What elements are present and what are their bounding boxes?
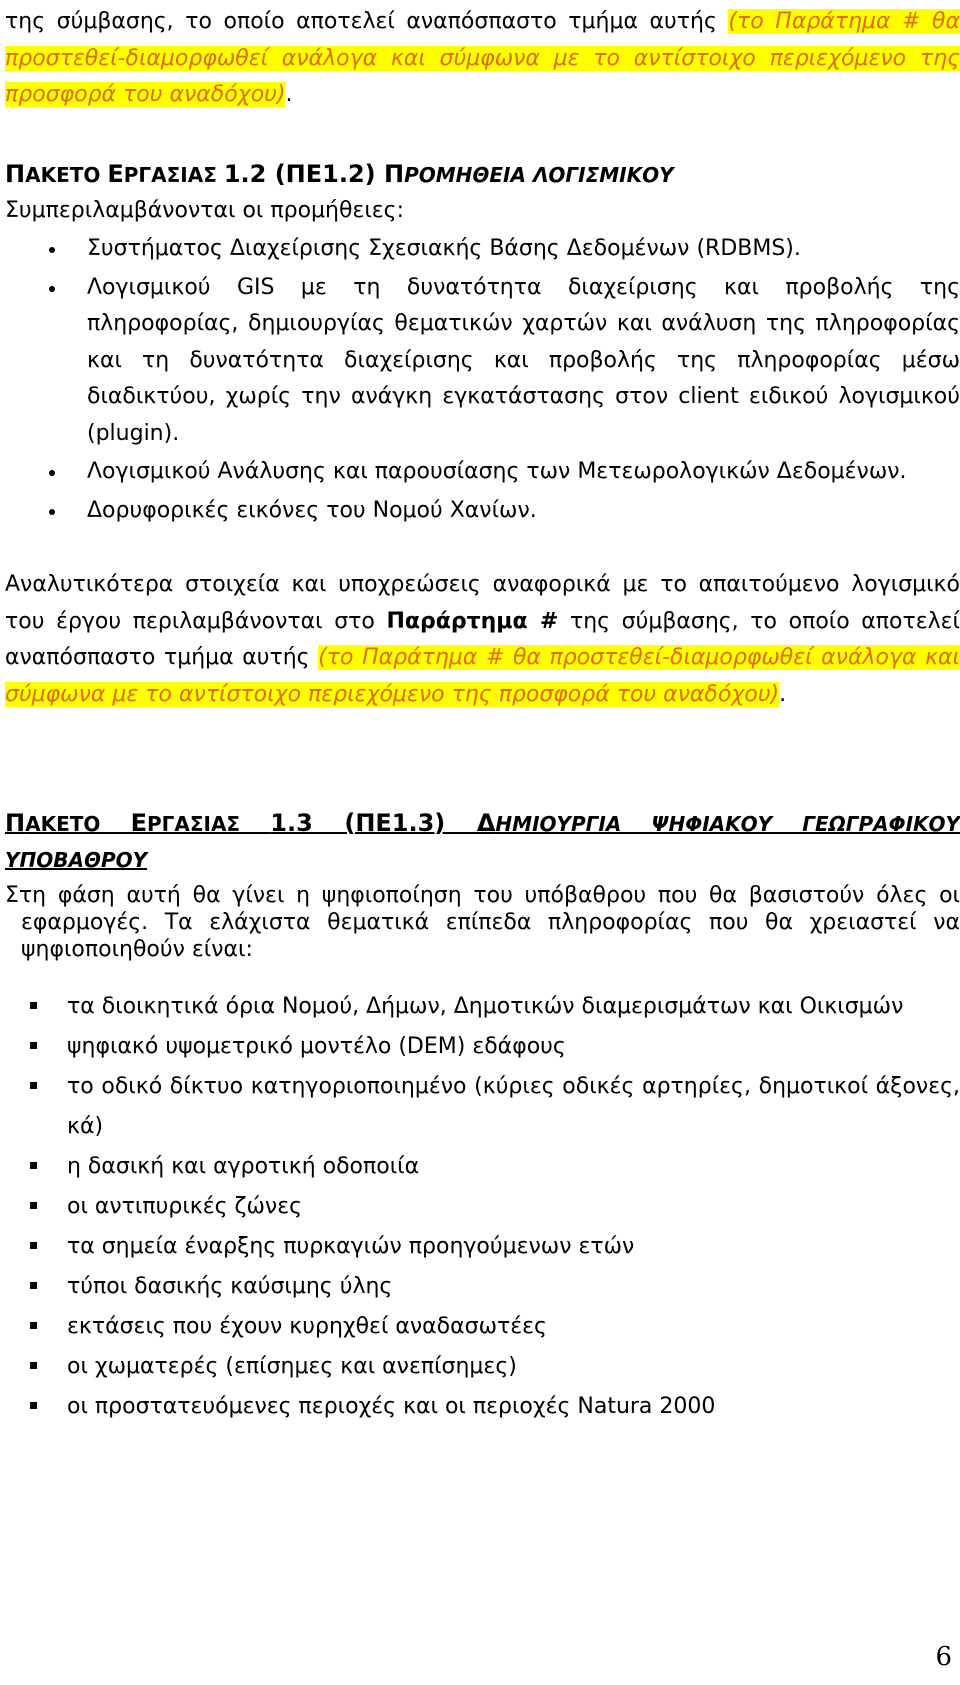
section-1-2-intro: Συμπεριλαμβάνονται οι προμήθειες:	[5, 197, 404, 223]
list-item: τα σημεία έναρξης πυρκαγιών προηγούμενων ετών	[5, 1227, 960, 1267]
highlighted-note: (το Παράτημα # θα προστεθεί-διαμορφωθεί ανάλογα και σύμφωνα με το αντίστοιχο περιεχόμενο της προσφορά του αναδόχου)	[5, 645, 960, 707]
list-item: Λογισμικού GIS με τη δυνατότητα διαχείρισης και προβολής της πληροφορίας, δημιουργίας θεματικών χαρτών και ανάλυση της πληροφορίας και τη δυνατότητα διαχείρισης και προβολής της πληροφορίας μέσω διαδικτύου, χωρίς την ανάγκη εγκατάστασης στον client ειδικού λογισμικού (plugin).	[5, 270, 960, 453]
thematic-layers-list	[5, 987, 960, 1427]
list-item: εκτάσεις που έχουν κυρηχθεί αναδασωτέες	[5, 1307, 960, 1347]
highlighted-note: (το Παράτημα # θα προστεθεί-διαμορφωθεί ανάλογα και σύμφωνα με το αντίστοιχο περιεχόμενο της προσφορά του αναδόχου)	[5, 9, 960, 107]
list-item: τα διοικητικά όρια Νομού, Δήμων, Δημοτικών διαμερισμάτων και Οικισμών	[5, 987, 960, 1027]
top-paragraph: της σύμβασης, το οποίο αποτελεί αναπόσπαστο τμήμα αυτής (το Παράτημα # θα προστεθεί-διαμορφωθεί ανάλογα και σύμφωνα με το αντίστοιχο περιεχόμενο της προσφορά του αναδόχου).	[5, 9, 960, 107]
list-item: Λογισμικού Ανάλυσης και παρουσίασης των Μετεωρολογικών Δεδομένων.	[5, 454, 960, 491]
list-item: οι χωματερές (επίσημες και ανεπίσημες)	[5, 1347, 960, 1387]
list-item: η δασική και αγροτική οδοποιία	[5, 1147, 960, 1187]
list-item: τύποι δασικής καύσιμης ύλης	[5, 1267, 960, 1307]
list-item: το οδικό δίκτυο κατηγοριοποιημένο (κύριες οδικές αρτηρίες, δημοτικοί άξονες, κά)	[5, 1067, 960, 1147]
section-heading-1-2: ΠΑΚΕΤΟ ΕΡΓΑΣΙΑΣ 1.2 (ΠΕ1.2) ΠΡΟΜΗΘΕΙΑ ΛΟΓΙΣΜΙΚΟΥ	[5, 159, 674, 188]
list-item: Δορυφορικές εικόνες του Νομού Χανίων.	[5, 493, 960, 530]
software-list	[5, 231, 960, 529]
page-number: 6	[935, 1642, 952, 1672]
list-item: ψηφιακό υψομετρικό μοντέλο (DEM) εδάφους	[5, 1027, 960, 1067]
section-1-3-intro: Στη φάση αυτή θα γίνει η ψηφιοποίηση του υπόβαθρου που θα βασιστούν όλες οι εφαρμογές. Τα ελάχιστα θεματικά επίπεδα πληροφορίας που θα χρειαστεί να ψηφιοποιηθούν είναι:	[5, 883, 960, 962]
detail-paragraph: Αναλυτικότερα στοιχεία και υποχρεώσεις αναφορικά με το απαιτούμενο λογισμικό του έργου περιλαμβάνονται στο Παράρτημα # της σύμβασης, το οποίο αποτελεί αναπόσπαστο τμήμα αυτής (το Παράτημα # θα προστεθεί-διαμορφωθεί ανάλογα και σύμφωνα με το αντίστοιχο περιεχόμενο της προσφορά του αναδόχου).	[5, 572, 960, 707]
section-heading-1-3: ΠΑΚΕΤΟ ΕΡΓΑΣΙΑΣ 1.3 (ΠΕ1.3) ΔΗΜΙΟΥΡΓΙΑ ΨΗΦΙΑΚΟΥ ΓΕΩΓΡΑΦΙΚΟΥ ΥΠΟΒΑΘΡΟΥ	[5, 809, 960, 872]
list-item: Συστήματος Διαχείρισης Σχεσιακής Βάσης Δεδομένων (RDBMS).	[5, 231, 960, 268]
document-page	[5, 0, 960, 1427]
list-item: οι αντιπυρικές ζώνες	[5, 1187, 960, 1227]
list-item: οι προστατευόμενες περιοχές και οι περιοχές Natura 2000	[5, 1387, 960, 1427]
